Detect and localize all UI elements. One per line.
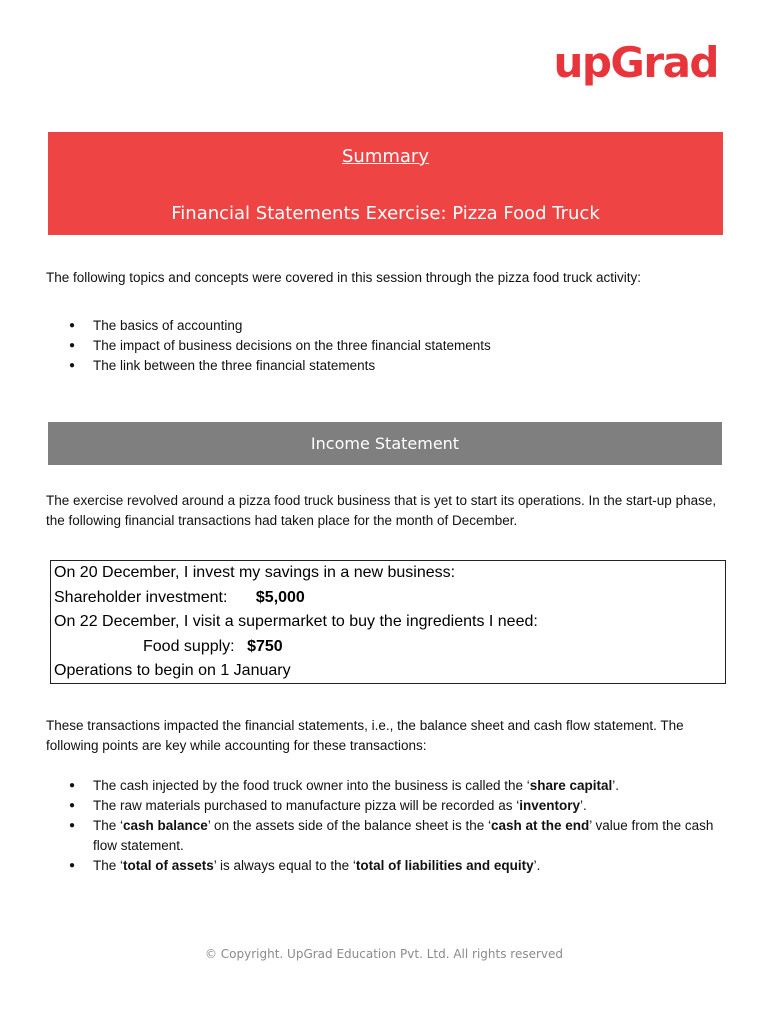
copyright-footer: © Copyright. UpGrad Education Pvt. Ltd. All rights reserved xyxy=(204,947,564,961)
key-point-text: ’ on the assets side of the balance sheet is the ‘ xyxy=(207,818,491,833)
key-point-text: The ‘ xyxy=(93,858,124,873)
transaction-line-3: On 22 December, I visit a supermarket to buy the ingredients I need: xyxy=(54,613,538,630)
list-item: ● The impact of business decisions on the three financial statements xyxy=(46,336,722,356)
transaction-line-2 xyxy=(54,589,305,607)
shareholder-investment-value: $5,000 xyxy=(255,589,305,606)
list-item: ● The link between the three financial statements xyxy=(46,356,722,376)
transaction-line-5: Operations to begin on 1 January xyxy=(54,662,291,679)
exercise-paragraph: The exercise revolved around a pizza food truck business that is yet to start its operations. In the start-up phase, the following financial transactions had taken place for the month of December. xyxy=(46,493,717,528)
key-term: inventory xyxy=(519,798,580,813)
list-item xyxy=(46,856,722,876)
key-point-text: ’ value from the cash flow statement. xyxy=(93,818,714,853)
key-term: total of assets xyxy=(123,858,214,873)
key-point-text: ’. xyxy=(612,778,620,793)
key-point-text: The ‘ xyxy=(93,818,124,833)
transactions-box xyxy=(50,560,726,684)
summary-header-banner xyxy=(48,132,723,235)
key-point-text: The cash injected by the food truck owner into the business is called the ‘ xyxy=(93,778,530,793)
key-point-text: The raw materials purchased to manufacture pizza will be recorded as ‘ xyxy=(93,798,520,813)
key-point-text: ’. xyxy=(533,858,541,873)
list-item: ● The basics of accounting xyxy=(46,316,722,336)
upgrad-logo: upGrad xyxy=(553,38,718,87)
list-item xyxy=(46,796,722,816)
key-point-text: ’. xyxy=(579,798,587,813)
key-term: share capital xyxy=(529,778,613,793)
food-supply-value: $750 xyxy=(247,638,283,655)
key-points-list xyxy=(46,776,722,876)
impact-paragraph: These transactions impacted the financial statements, i.e., the balance sheet and cash flow statement. The following points are key while accounting for these transactions: xyxy=(46,718,684,753)
key-term: cash balance xyxy=(123,818,208,833)
food-supply-label: Food supply: xyxy=(143,638,235,655)
intro-paragraph: The following topics and concepts were covered in this session through the pizza food truck activity: xyxy=(46,270,642,285)
income-statement-banner: Income Statement xyxy=(48,422,722,465)
topics-list xyxy=(46,316,722,376)
transaction-line-1: On 20 December, I invest my savings in a new business: xyxy=(54,564,456,581)
transaction-line-4 xyxy=(143,638,283,656)
shareholder-investment-label: Shareholder investment: xyxy=(54,589,228,606)
list-item xyxy=(46,776,722,796)
key-term: total of liabilities and equity xyxy=(355,858,534,873)
key-term: cash at the end xyxy=(491,818,590,833)
exercise-subtitle: Financial Statements Exercise: Pizza Food Truck xyxy=(171,203,600,224)
list-item xyxy=(46,816,722,856)
key-point-text: ’ is always equal to the ‘ xyxy=(213,858,356,873)
summary-title: Summary xyxy=(342,146,429,167)
